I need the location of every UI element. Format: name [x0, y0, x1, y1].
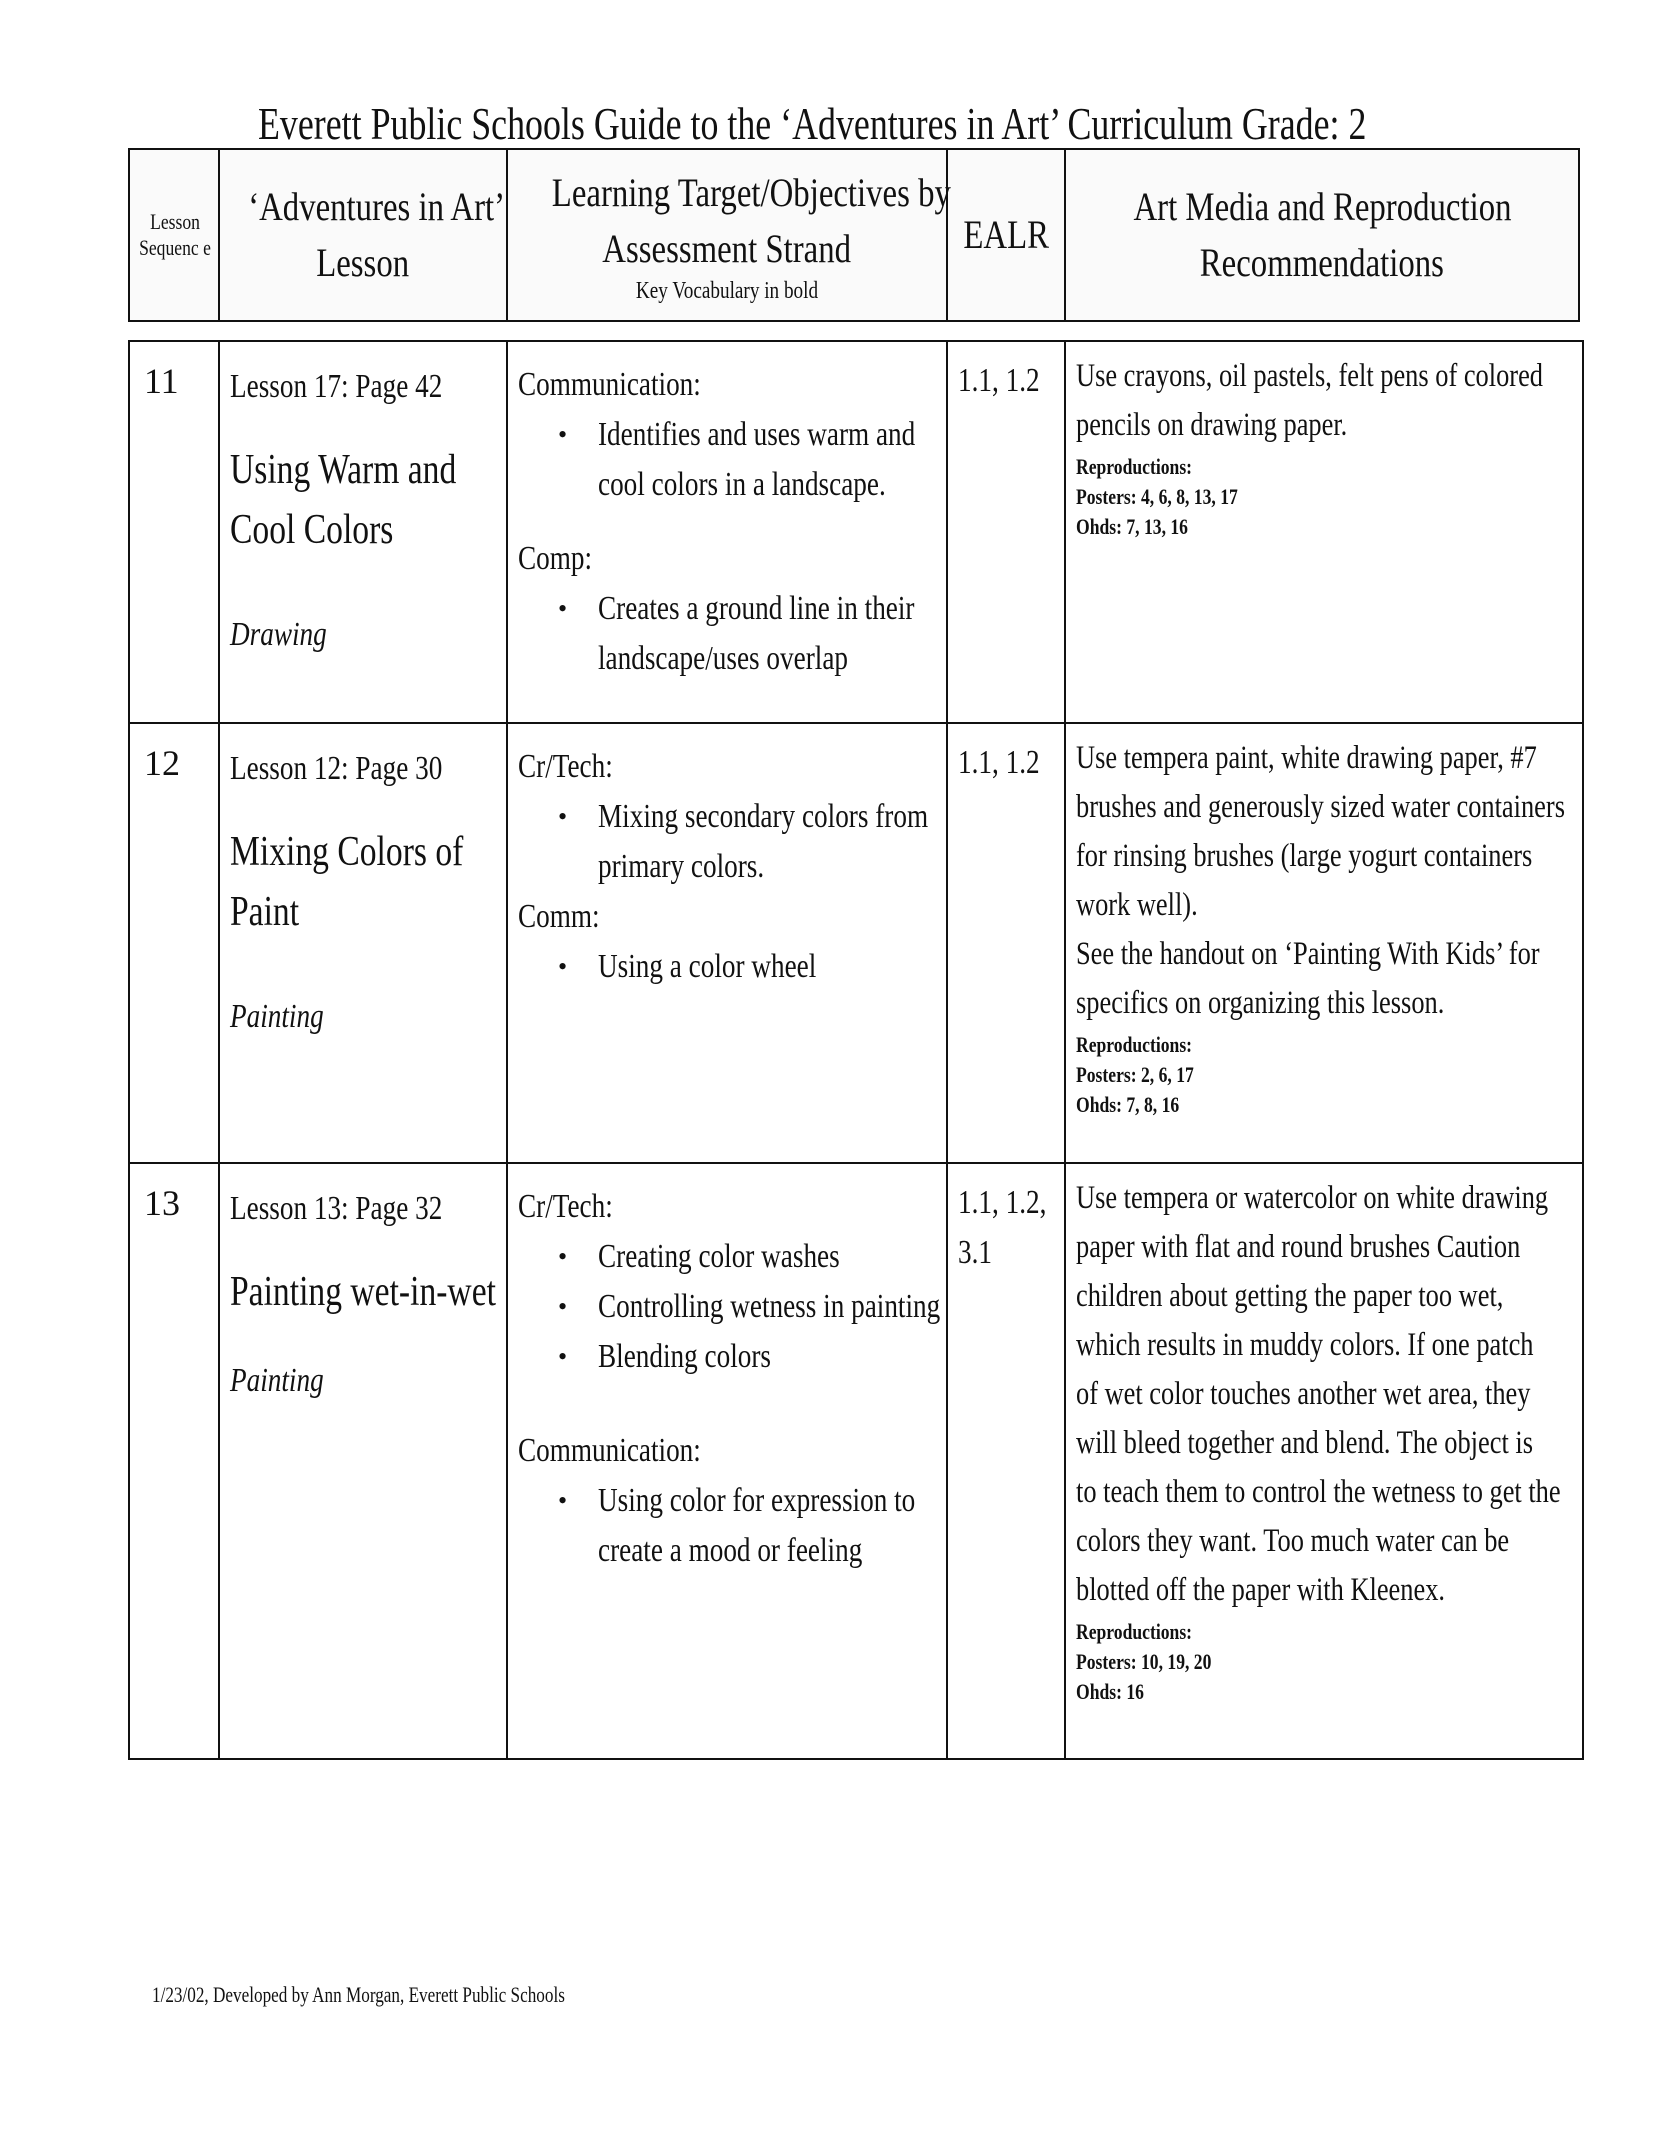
objective-item: • Mixing secondary colors from [598, 792, 936, 842]
header-learning-target [507, 149, 951, 321]
strand-label: Cr/Tech: [518, 1188, 613, 1225]
lesson-reference: Lesson 17: Page 42 [230, 368, 443, 405]
media-line: blotted off the paper with Kleenex. [1076, 1572, 1445, 1608]
objective-continuation: landscape/uses overlap [598, 640, 848, 677]
media-line: children about getting the paper too wet, [1076, 1278, 1504, 1314]
lesson-sequence: 12 [129, 723, 219, 1163]
lesson-cell [219, 723, 507, 1163]
header-col3-line1: Learning Target/Objectives by [551, 170, 951, 215]
footer-credit: 1/23/02, Developed by Ann Morgan, Everett Public Schools [152, 1982, 565, 2007]
header-col5-line1: Art Media and Reproduction [1132, 184, 1512, 229]
media-cell [1065, 1163, 1583, 1759]
lesson-media-type: Painting [230, 998, 324, 1035]
objective-continuation: cool colors in a landscape. [598, 466, 886, 503]
header-col2-line2: Lesson [316, 240, 410, 285]
media-line: will bleed together and blend. The object is [1076, 1425, 1533, 1461]
posters-list: Posters: 2, 6, 17 [1076, 1062, 1194, 1087]
reproductions: Reproductions: Posters: 10, 19, 20 Ohds: 16 [1076, 1617, 1572, 1707]
table-row [129, 341, 1583, 723]
media-line: Use crayons, oil pastels, felt pens of colored [1076, 358, 1544, 394]
lesson-media-type: Painting [230, 1362, 324, 1399]
strand-label: Comm: [518, 898, 600, 935]
lesson-cell [219, 1163, 507, 1759]
header-col5-line2: Recommendations [1199, 240, 1445, 285]
ealr-cell: 1.1, 1.2 [947, 723, 1065, 1163]
header-table [128, 148, 1580, 322]
objectives-cell [507, 1163, 947, 1759]
objective-item: • Using color for expression to [598, 1476, 936, 1526]
header-adventures-lesson [219, 149, 507, 321]
media-line: colors they want. Too much water can be [1076, 1523, 1510, 1559]
strand-label: Comp: [518, 540, 593, 577]
objectives-cell [507, 341, 947, 723]
header-col2-line1: ‘Adventures in Art’ [248, 184, 506, 229]
objective-item: • Blending colors [598, 1332, 936, 1382]
objective-item: • Creating color washes [598, 1232, 936, 1282]
header-col3-line2: Assessment Strand [602, 226, 852, 271]
lesson-reference: Lesson 12: Page 30 [230, 750, 443, 787]
media-line: brushes and generously sized water containers [1076, 789, 1565, 825]
media-cell [1065, 723, 1583, 1163]
media-line: for rinsing brushes (large yogurt containers [1076, 838, 1533, 874]
media-line: Use tempera paint, white drawing paper, #7 [1076, 740, 1537, 776]
objective-item: • Identifies and uses warm and [598, 410, 936, 460]
table-row [129, 1163, 1583, 1759]
media-line: to teach them to control the wetness to get the [1076, 1474, 1561, 1510]
table-row [129, 723, 1583, 1163]
objective-item: • Creates a ground line in their [598, 584, 936, 634]
media-cell [1065, 341, 1583, 723]
lesson-sequence: 13 [129, 1163, 219, 1759]
lesson-title: Using Warm and Cool Colors [230, 447, 457, 553]
ealr-cell: 1.1, 1.2, 3.1 [947, 1163, 1065, 1759]
posters-list: Posters: 4, 6, 8, 13, 17 [1076, 484, 1238, 509]
media-line: pencils on drawing paper. [1076, 407, 1348, 443]
lesson-title: Painting wet-in-wet [230, 1269, 496, 1315]
lessons-table [128, 340, 1584, 1760]
lesson-reference: Lesson 13: Page 32 [230, 1190, 443, 1227]
header-col3-line3: Key Vocabulary in bold [635, 278, 819, 304]
lesson-title: Mixing Colors of Paint [230, 829, 464, 935]
header-art-media [1065, 149, 1579, 321]
media-line: specifics on organizing this lesson. [1076, 985, 1445, 1021]
media-line: Use tempera or watercolor on white drawing [1076, 1180, 1549, 1216]
header-ealr: EALR [947, 149, 1065, 321]
strand-label: Communication: [518, 366, 701, 403]
media-line: of wet color touches another wet area, they [1076, 1376, 1531, 1412]
reproductions: Reproductions: Posters: 4, 6, 8, 13, 17 Ohds: 7, 13, 16 [1076, 452, 1572, 542]
ohds-list: Ohds: 7, 13, 16 [1076, 514, 1188, 539]
lesson-media-type: Drawing [230, 616, 327, 653]
ohds-list: Ohds: 7, 8, 16 [1076, 1092, 1180, 1117]
ealr-cell: 1.1, 1.2 [947, 341, 1065, 723]
media-line: which results in muddy colors. If one patch [1076, 1327, 1534, 1363]
posters-list: Posters: 10, 19, 20 [1076, 1649, 1212, 1674]
page-title: Everett Public Schools Guide to the ‘Adventures in Art’ Curriculum Grade: 2 [258, 98, 1367, 149]
header-row [129, 149, 1579, 321]
media-line: work well). [1076, 887, 1198, 923]
media-line: See the handout on ‘Painting With Kids’ for [1076, 936, 1540, 972]
lesson-sequence: 11 [129, 341, 219, 723]
strand-label: Cr/Tech: [518, 748, 613, 785]
objective-item: • Controlling wetness in painting [598, 1282, 936, 1332]
lesson-cell [219, 341, 507, 723]
reproductions: Reproductions: Posters: 2, 6, 17 Ohds: 7, 8, 16 [1076, 1030, 1572, 1120]
strand-label: Communication: [518, 1432, 701, 1469]
objective-continuation: create a mood or feeling [598, 1532, 863, 1569]
objective-item: • Using a color wheel [598, 942, 936, 992]
media-line: paper with flat and round brushes Caution [1076, 1229, 1521, 1265]
ohds-list: Ohds: 16 [1076, 1679, 1144, 1704]
objectives-cell [507, 723, 947, 1163]
header-lesson-sequence: Lesson Sequenc e [129, 149, 219, 321]
objective-continuation: primary colors. [598, 848, 765, 885]
